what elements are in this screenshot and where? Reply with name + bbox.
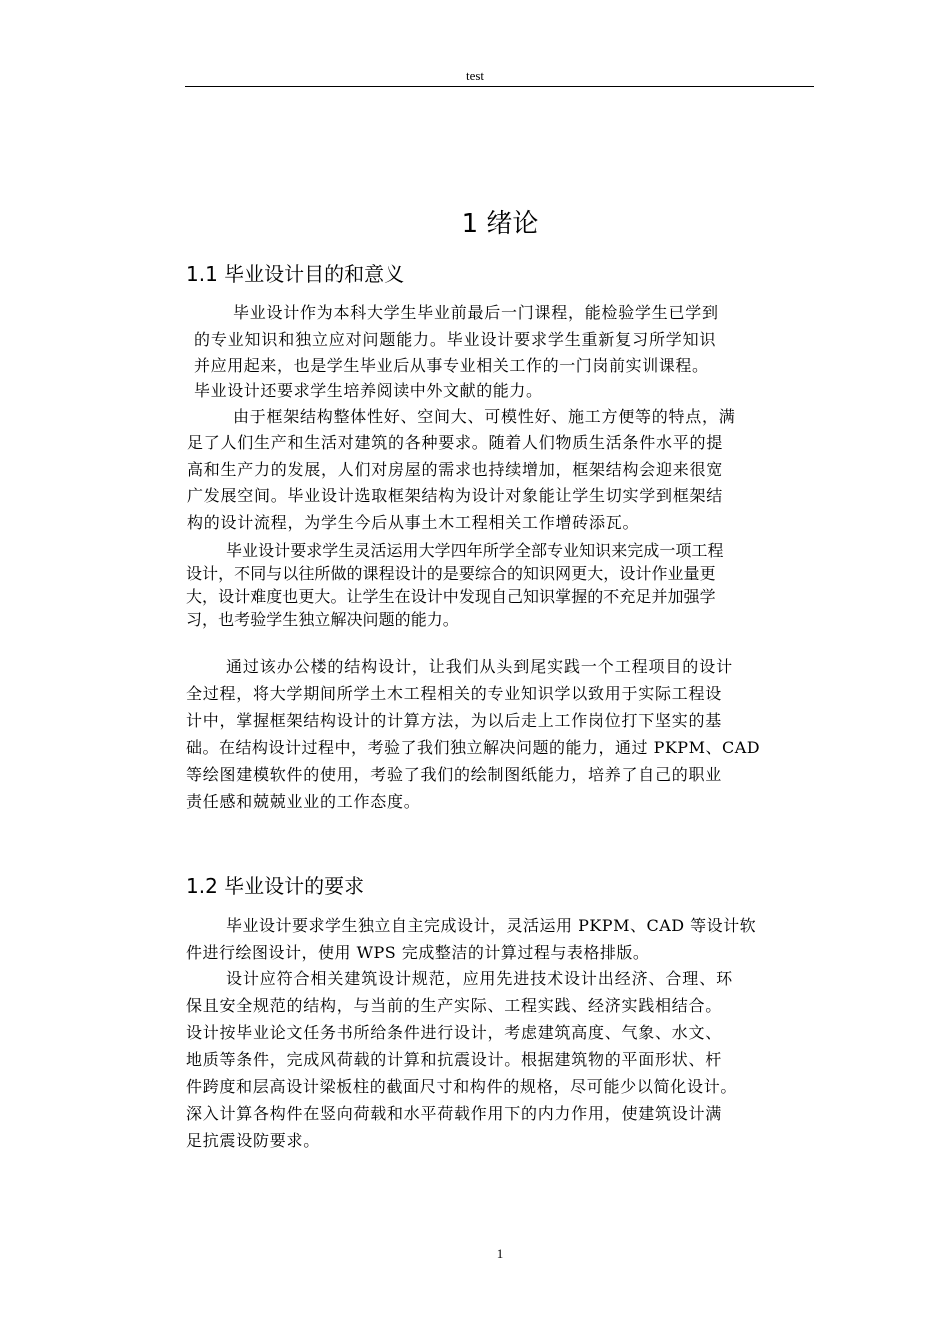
text-line: 等绘图建模软件的使用，考验了我们的绘制图纸能力，培养了自己的职业 [186,765,723,784]
text-line: 通过该办公楼的结构设计，让我们从头到尾实践一个工程项目的设计 [226,657,734,676]
text-line: 础。在结构设计过程中，考验了我们独立解决问题的能力，通过 PKPM、CAD [186,738,761,757]
section-heading-1-1: 1.1 毕业设计目的和意义 [186,262,405,286]
text-line: 习，也考验学生独立解决问题的能力。 [186,610,459,629]
text-line: 保且安全规范的结构，与当前的生产实际、工程实践、经济实践相结合。 [186,996,723,1015]
section-heading-1-2: 1.2 毕业设计的要求 [186,874,365,898]
text-line: 大，设计难度也更大。让学生在设计中发现自己知识掌握的不充足并加强学 [186,587,716,606]
text-line: 深入计算各构件在竖向荷载和水平荷载作用下的内力作用，使建筑设计满 [186,1104,723,1123]
text-line: 由于框架结构整体性好、空间大、可模性好、施工方便等的特点，满 [233,407,736,426]
text-line: 毕业设计还要求学生培养阅读中外文献的能力。 [194,381,543,400]
text-line: 件进行绘图设计，使用 WPS 完成整洁的计算过程与表格排版。 [186,943,650,962]
text-line: 毕业设计要求学生灵活运用大学四年所学全部专业知识来完成一项工程 [226,541,724,560]
page-number: 1 [496,1246,504,1261]
text-line: 足了人们生产和生活对建筑的各种要求。随着人们物质生活条件水平的提 [187,433,724,452]
header-rule [185,86,814,87]
text-line: 并应用起来，也是学生毕业后从事专业相关工作的一门岗前实训课程。 [194,356,709,375]
text-line: 高和生产力的发展，人们对房屋的需求也持续增加，框架结构会迎来很宽 [187,460,724,479]
text-line: 设计按毕业论文任务书所给条件进行设计，考虑建筑高度、气象、水文、 [186,1023,723,1042]
text-line: 地质等条件，完成风荷载的计算和抗震设计。根据建筑物的平面形状、杆 [186,1050,723,1069]
text-line: 件跨度和层高设计梁板柱的截面尺寸和构件的规格，尽可能少以简化设计。 [186,1077,738,1096]
text-line: 广发展空间。毕业设计选取框架结构为设计对象能让学生切实学到框架结 [187,486,724,505]
text-line: 构的设计流程，为学生今后从事土木工程相关工作增砖添瓦。 [187,513,640,532]
text-line: 计中，掌握框架结构设计的计算方法，为以后走上工作岗位打下坚实的基 [186,711,723,730]
text-line: 全过程，将大学期间所学土木工程相关的专业知识学以致用于实际工程设 [186,684,723,703]
text-line: 毕业设计作为本科大学生毕业前最后一门课程，能检验学生已学到 [233,303,719,322]
chapter-title: 1 绪论 [461,209,539,239]
text-line: 的专业知识和独立应对问题能力。毕业设计要求学生重新复习所学知识 [194,330,717,349]
text-line: 责任感和兢兢业业的工作态度。 [186,792,421,811]
text-line: 设计应符合相关建筑设计规范，应用先进技术设计出经济、合理、环 [226,969,734,988]
text-line: 足抗震设防要求。 [186,1131,321,1150]
text-line: 毕业设计要求学生独立自主完成设计，灵活运用 PKPM、CAD 等设计软 [226,916,757,935]
header-text: test [465,68,485,83]
text-line: 设计，不同与以往所做的课程设计的是要综合的知识网更大，设计作业量更 [186,564,716,583]
